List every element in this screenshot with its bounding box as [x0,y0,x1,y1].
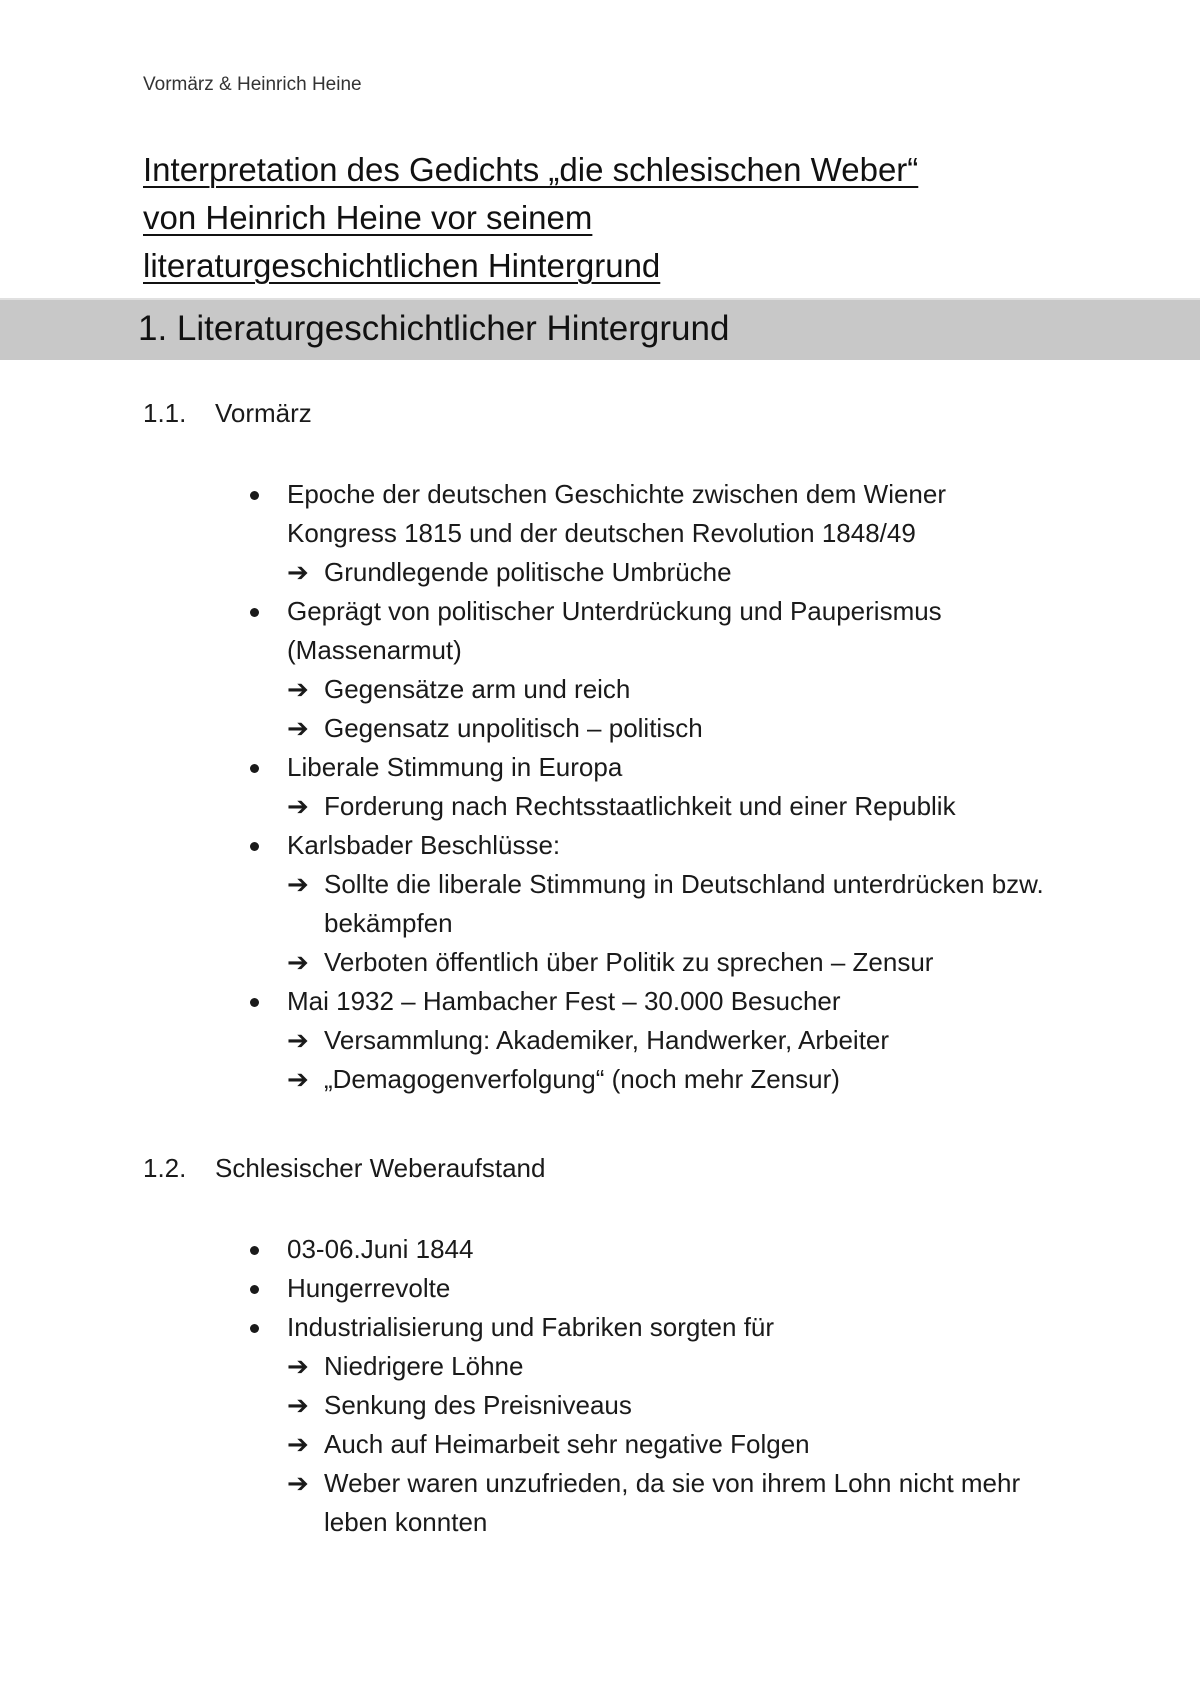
arrow-right-icon: ➔ [287,1064,309,1094]
arrow-right-icon: ➔ [287,557,309,587]
subsection-title: Vormärz [215,398,312,428]
arrow-point-text: Sollte die liberale Stimmung in Deutschland unterdrücken bzw. bekämpfen [324,869,1044,938]
arrow-point [287,670,1067,709]
list-item [0,748,1067,826]
list-item [0,826,1067,982]
bullet-text: Liberale Stimmung in Europa [287,752,623,782]
arrow-right-icon: ➔ [287,1390,309,1420]
list-item [0,592,1067,748]
arrow-right-icon: ➔ [287,1351,309,1381]
subsection-title: Schlesischer Weberaufstand [215,1153,546,1183]
arrow-right-icon: ➔ [287,1468,309,1498]
arrow-point-text: Grundlegende politische Umbrüche [324,557,732,587]
title-line-3: literaturgeschichtlichen Hintergrund [143,247,661,284]
list-item [0,1269,1067,1308]
subsection-number: 1.2. [143,1153,187,1183]
bullet-text: Industrialisierung und Fabriken sorgten für [287,1312,775,1342]
bullet-text: Hungerrevolte [287,1273,451,1303]
arrow-point [287,1464,1067,1542]
bullet-icon [250,1285,259,1294]
vormaerz-list [0,475,1200,1099]
arrow-point [287,1021,1067,1060]
bullet-text: (Massenarmut) [287,635,462,665]
bullet-icon [250,998,259,1007]
arrow-point-text: Senkung des Preisniveaus [324,1390,632,1420]
bullet-icon [250,608,259,617]
list-item [0,982,1067,1099]
arrow-right-icon: ➔ [287,791,309,821]
arrow-point-text: Verboten öffentlich über Politik zu sprechen – Zensur [324,947,934,977]
bullet-icon [250,842,259,851]
arrow-point [287,943,1067,982]
page-header: Vormärz & Heinrich Heine [143,74,362,95]
arrow-point-text: Versammlung: Akademiker, Handwerker, Arbeiter [324,1025,890,1055]
bullet-text: 03-06.Juni 1844 [287,1234,474,1264]
arrow-point-text: Weber waren unzufrieden, da sie von ihrem Lohn nicht mehr leben konnten [324,1468,1021,1537]
title-line-1: Interpretation des Gedichts „die schlesischen Weber“ [143,151,919,188]
arrow-point [287,709,1067,748]
arrow-right-icon: ➔ [287,674,309,704]
subsection-number: 1.1. [143,398,187,428]
arrow-point-text: Gegensatz unpolitisch – politisch [324,713,703,743]
bullet-icon [250,491,259,500]
arrow-point-text: Gegensätze arm und reich [324,674,631,704]
bullet-icon [250,1324,259,1333]
arrow-point-text: Niedrigere Löhne [324,1351,524,1381]
arrow-point [287,1425,1067,1464]
arrow-point [287,1347,1067,1386]
arrow-right-icon: ➔ [287,713,309,743]
arrow-point [287,1386,1067,1425]
bullet-text: Mai 1932 – Hambacher Fest – 30.000 Besucher [287,986,841,1016]
list-item [0,475,1067,592]
bullet-icon [250,764,259,773]
arrow-point [287,553,1067,592]
arrow-right-icon: ➔ [287,1025,309,1055]
document-title [143,146,1103,290]
subsection-weberaufstand-heading [143,1153,545,1184]
title-line-2: von Heinrich Heine vor seinem [143,199,593,236]
bullet-text: Epoche der deutschen Geschichte zwischen dem Wiener [287,479,947,509]
section-heading-band [0,298,1200,360]
bullet-text: Kongress 1815 und der deutschen Revolution 1848/49 [287,518,916,548]
section-heading: 1. Literaturgeschichtlicher Hintergrund [138,309,730,348]
arrow-right-icon: ➔ [287,869,309,899]
list-item [0,1308,1067,1542]
arrow-point [287,865,1067,943]
list-item [0,1230,1067,1269]
arrow-point-text: Auch auf Heimarbeit sehr negative Folgen [324,1429,810,1459]
arrow-point-text: Forderung nach Rechtsstaatlichkeit und einer Republik [324,791,956,821]
arrow-right-icon: ➔ [287,947,309,977]
bullet-icon [250,1246,259,1255]
arrow-point-text: „Demagogenverfolgung“ (noch mehr Zensur) [324,1064,840,1094]
bullet-text: Geprägt von politischer Unterdrückung und Pauperismus [287,596,942,626]
arrow-right-icon: ➔ [287,1429,309,1459]
arrow-point [287,1060,1067,1099]
subsection-vormaerz-heading [143,398,312,429]
bullet-text: Karlsbader Beschlüsse: [287,830,561,860]
weberaufstand-list [0,1230,1200,1542]
arrow-point [287,787,1067,826]
